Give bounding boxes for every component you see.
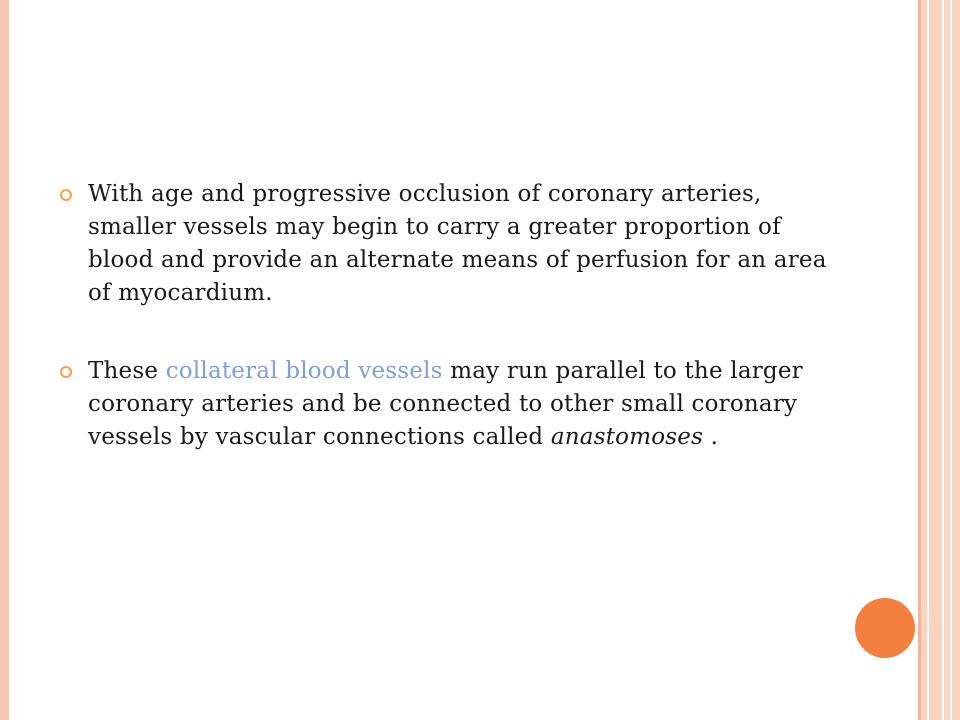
bullet-marker-icon [60,189,72,201]
decorative-stripe-line [942,0,944,720]
bullet-text-part: These [88,358,166,384]
decorative-accent-circle [855,598,915,658]
decorative-stripe-panel [918,0,960,720]
bullet-marker-icon [60,366,72,378]
bullet-text: With age and progressive occlusion of coronary arteries, smaller vessels may begin to carry a greater proportion of blood and provide an alternate means of perfusion for an area of myocardium. [88,181,827,306]
decorative-stripe-line [918,0,921,720]
bullet-item-2 [60,355,830,454]
bullet-text-part: . [703,424,719,450]
decorative-stripe-line [950,0,952,720]
slide-content [60,178,830,454]
emphasized-term: anastomoses [550,424,704,450]
bullet-item-1 [60,178,830,310]
bullet-text-part: may run parallel to the larger coronary arteries and be connected to other small coronary vessels by vascular connections called [88,358,803,450]
highlighted-term: collateral blood vessels [165,358,443,384]
decorative-stripe-line [927,0,929,720]
